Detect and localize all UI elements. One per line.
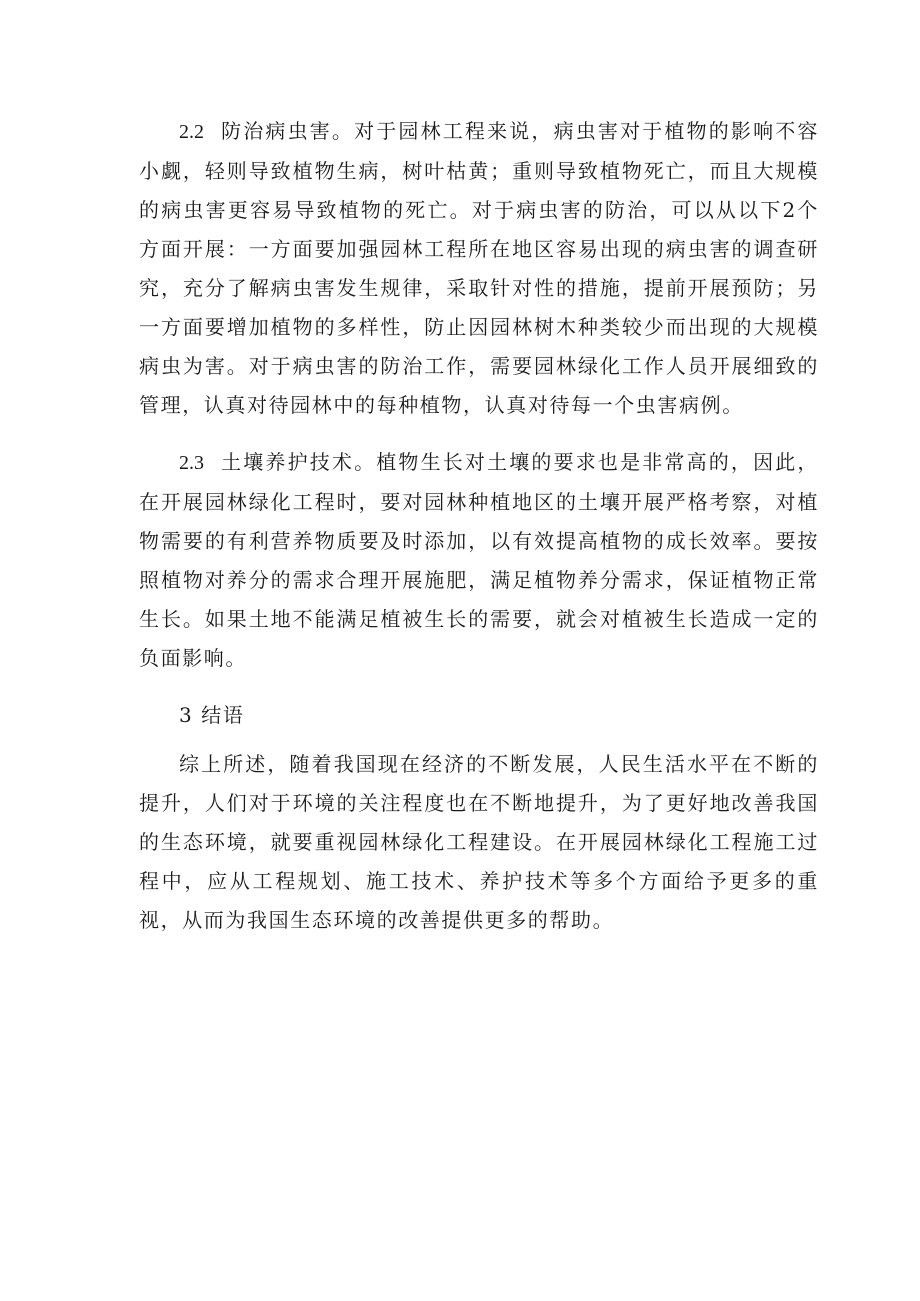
paragraph-2-2 [139, 112, 819, 425]
section-number-2-2: 2.2 [179, 121, 204, 143]
paragraph-2-3 [139, 443, 819, 678]
paragraph-3: 综上所述，随着我国现在经济的不断发展，人民生活水平在不断的提升，人们对于环境的关注程度也在不断地提升，为了更好地改善我国的生态环境，就要重视园林绿化工程建设。在开展园林绿化工程施工过程中，应从工程规划、施工技术、养护技术等多个方面给予更多的重视，从而为我国生态环境的改善提供更多的帮助。 [139, 752, 819, 932]
paragraph-2-2-text: 防治病虫害。对于园林工程来说，病虫害对于植物的影响不容小觑，轻则导致植物生病，树叶枯黄；重则导致植物死亡，而且大规模的病虫害更容易导致植物的死亡。对于病虫害的防治，可以从以下2个方面开展：一方面要加强园林工程所在地区容易出现的病虫害的调查研究，充分了解病虫害发生规律，采取针对性的措施，提前开展预防；另一方面要增加植物的多样性，防止因园林树木种类较少而出现的大规模病虫为害。对于病虫害的防治工作，需要园林绿化工作人员开展细致的管理，认真对待园林中的每种植物，认真对待每一个虫害病例。 [139, 119, 820, 417]
document-body [139, 112, 819, 958]
paragraph-2-3-text: 土壤养护技术。植物生长对土壤的要求也是非常高的，因此，在开展园林绿化工程时，要对园林种植地区的土壤开展严格考察，对植物需要的有利营养物质要及时添加，以有效提高植物的成长效率。要按照植物对养分的需求合理开展施肥，满足植物养分需求，保证植物正常生长。如果土地不能满足植被生长的需要，就会对植被生长造成一定的负面影响。 [139, 450, 820, 670]
section-number-2-3: 2.3 [179, 452, 204, 474]
section-heading-3: 3 结语 [179, 703, 245, 727]
